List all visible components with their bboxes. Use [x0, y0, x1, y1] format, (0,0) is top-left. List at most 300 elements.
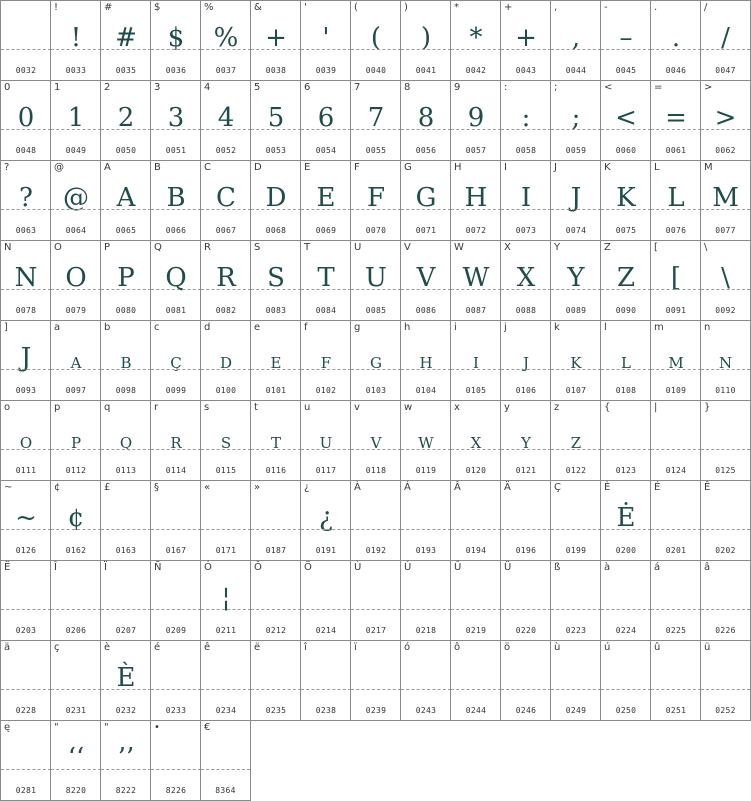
- glyph-sample: P: [70, 434, 82, 452]
- baseline-guide: [251, 369, 301, 370]
- glyph-cell: [50, 480, 101, 561]
- glyph-sample: [651, 578, 701, 618]
- glyph-cell: [600, 240, 651, 321]
- glyph-sample: [701, 658, 750, 698]
- glyph-cell: [100, 0, 151, 81]
- baseline-guide: [51, 209, 101, 210]
- char-code-label: 0224: [615, 626, 637, 635]
- cell-key-label: î: [304, 642, 307, 653]
- baseline-guide: [1, 769, 51, 770]
- baseline-guide: [451, 289, 501, 290]
- glyph-sample: W: [418, 434, 434, 452]
- glyph-sample: T: [270, 434, 281, 452]
- char-code-label: 0038: [265, 66, 287, 75]
- baseline-guide: [201, 689, 251, 690]
- baseline-guide: [551, 689, 601, 690]
- char-code-label: 0115: [215, 466, 237, 475]
- char-code-label: 0209: [165, 626, 187, 635]
- cell-key-label: ä: [4, 642, 11, 653]
- cell-key-label: (: [354, 2, 358, 13]
- glyph-cell: [200, 160, 251, 241]
- cell-key-label: ): [404, 2, 408, 13]
- char-code-label: 0101: [265, 386, 287, 395]
- cell-key-label: e: [254, 322, 261, 333]
- baseline-guide: [301, 209, 351, 210]
- glyph-sample: [701, 578, 750, 618]
- char-code-label: 0090: [615, 306, 637, 315]
- baseline-guide: [451, 609, 501, 610]
- glyph-sample: 0: [17, 103, 35, 133]
- glyph-sample: H: [464, 183, 488, 213]
- glyph-sample: R: [170, 434, 182, 452]
- glyph-sample: 8: [417, 103, 435, 133]
- glyph-sample: [401, 578, 451, 618]
- baseline-guide: [1, 289, 51, 290]
- glyph-sample: @: [63, 183, 89, 213]
- baseline-guide: [451, 529, 501, 530]
- cell-key-label: f: [304, 322, 308, 333]
- char-code-label: 0192: [365, 546, 387, 555]
- char-code-label: 0065: [115, 226, 137, 235]
- char-code-label: 0122: [565, 466, 587, 475]
- glyph-sample: [451, 498, 501, 538]
- char-code-label: 0082: [215, 306, 237, 315]
- glyph-cell: [700, 0, 751, 81]
- glyph-cell: [50, 560, 101, 641]
- baseline-guide: [251, 49, 301, 50]
- glyph-sample: ’’: [117, 743, 135, 773]
- baseline-guide: [701, 289, 750, 290]
- char-code-label: 0214: [315, 626, 337, 635]
- glyph-cell: [200, 320, 251, 401]
- baseline-guide: [101, 769, 151, 770]
- cell-key-label: U: [354, 242, 362, 253]
- char-code-label: 0123: [615, 466, 637, 475]
- cell-key-label: C: [204, 162, 211, 173]
- glyph-sample: ): [420, 23, 432, 53]
- glyph-cell: [600, 560, 651, 641]
- char-code-label: 0087: [465, 306, 487, 315]
- glyph-sample: L: [667, 183, 685, 213]
- glyph-cell: [450, 560, 501, 641]
- glyph-sample: >: [714, 103, 737, 133]
- char-code-label: 0246: [515, 706, 537, 715]
- char-code-label: 0054: [315, 146, 337, 155]
- glyph-cell: [500, 0, 551, 81]
- char-code-label: 0114: [165, 466, 187, 475]
- glyph-cell: [200, 640, 251, 721]
- cell-key-label: ç: [54, 642, 60, 653]
- glyph-sample: 5: [267, 103, 285, 133]
- baseline-guide: [51, 689, 101, 690]
- cell-key-label: >: [704, 82, 713, 93]
- baseline-guide: [301, 689, 351, 690]
- char-code-label: 0063: [15, 226, 37, 235]
- glyph-sample: (: [370, 23, 382, 53]
- char-code-label: 0251: [665, 706, 687, 715]
- baseline-guide: [551, 609, 601, 610]
- char-code-label: 0110: [715, 386, 736, 395]
- glyph-sample: È: [116, 663, 136, 693]
- cell-key-label: Ï: [104, 562, 107, 573]
- glyph-cell: [450, 240, 501, 321]
- cell-key-label: Ê: [704, 482, 711, 493]
- baseline-guide: [401, 689, 451, 690]
- glyph-cell: [650, 320, 701, 401]
- glyph-cell: [700, 320, 751, 401]
- glyph-sample: M: [668, 354, 684, 372]
- glyph-sample: ': [322, 23, 330, 53]
- cell-key-label: b: [104, 322, 111, 333]
- char-code-label: 0046: [665, 66, 687, 75]
- glyph-sample: 4: [217, 103, 235, 133]
- cell-key-label: D: [254, 162, 262, 173]
- glyph-sample: [351, 578, 401, 618]
- glyph-cell: [350, 80, 401, 161]
- glyph-sample: G: [415, 183, 437, 213]
- char-code-label: 8222: [115, 786, 137, 795]
- baseline-guide: [701, 369, 750, 370]
- baseline-guide: [201, 609, 251, 610]
- baseline-guide: [1, 369, 51, 370]
- glyph-sample: A: [116, 183, 136, 213]
- cell-key-label: /: [704, 2, 708, 13]
- char-code-label: 0093: [15, 386, 37, 395]
- baseline-guide: [301, 609, 351, 610]
- baseline-guide: [651, 369, 701, 370]
- glyph-sample: S: [220, 434, 232, 452]
- baseline-guide: [551, 49, 601, 50]
- glyph-cell: [250, 0, 301, 81]
- glyph-sample: 7: [367, 103, 385, 133]
- baseline-guide: [251, 449, 301, 450]
- glyph-sample: Z: [616, 263, 636, 293]
- baseline-guide: [151, 769, 201, 770]
- baseline-guide: [151, 689, 201, 690]
- glyph-cell: [150, 480, 201, 561]
- glyph-sample: 3: [167, 103, 185, 133]
- glyph-sample: [401, 498, 451, 538]
- glyph-sample: [51, 578, 101, 618]
- glyph-sample: :: [521, 103, 531, 133]
- char-code-label: 0078: [15, 306, 37, 315]
- baseline-guide: [101, 689, 151, 690]
- glyph-sample: X: [516, 263, 536, 293]
- char-code-label: 0171: [215, 546, 237, 555]
- glyph-sample: [251, 578, 301, 618]
- glyph-sample: ,: [571, 23, 581, 53]
- char-code-label: 0077: [715, 226, 736, 235]
- cell-key-label: Û: [454, 562, 462, 573]
- cell-key-label: ¢: [54, 482, 61, 493]
- char-code-label: 0112: [65, 466, 87, 475]
- baseline-guide: [701, 49, 750, 50]
- baseline-guide: [651, 609, 701, 610]
- char-code-label: 0070: [365, 226, 387, 235]
- glyph-cell: [200, 560, 251, 641]
- glyph-cell: [0, 720, 51, 801]
- glyph-cell: [700, 480, 751, 561]
- glyph-sample: [1, 578, 51, 618]
- glyph-cell: [200, 720, 251, 801]
- glyph-cell: [700, 640, 751, 721]
- cell-key-label: ú: [604, 642, 611, 653]
- baseline-guide: [601, 209, 651, 210]
- glyph-cell: [150, 160, 201, 241]
- glyph-cell: [400, 0, 451, 81]
- cell-key-label: v: [354, 402, 360, 413]
- glyph-sample: H: [419, 354, 433, 372]
- glyph-cell: [350, 560, 401, 641]
- char-code-label: 8220: [65, 786, 87, 795]
- cell-key-label: T: [304, 242, 311, 253]
- glyph-cell: [300, 240, 351, 321]
- char-code-label: 0163: [115, 546, 137, 555]
- cell-key-label: w: [404, 402, 413, 413]
- char-code-label: 0040: [365, 66, 387, 75]
- glyph-sample: [501, 498, 551, 538]
- char-code-label: 0092: [715, 306, 736, 315]
- glyph-cell: [350, 0, 401, 81]
- cell-key-label: É: [654, 482, 661, 493]
- glyph-cell: [650, 80, 701, 161]
- char-code-label: 0053: [265, 146, 287, 155]
- baseline-guide: [251, 209, 301, 210]
- baseline-guide: [551, 209, 601, 210]
- glyph-sample: [601, 658, 651, 698]
- glyph-sample: [551, 578, 601, 618]
- baseline-guide: [51, 289, 101, 290]
- cell-key-label: I: [504, 162, 507, 173]
- glyph-sample: ¿: [319, 503, 333, 533]
- baseline-guide: [201, 369, 251, 370]
- glyph-cell: [50, 80, 101, 161]
- cell-key-label: Ë: [4, 562, 11, 573]
- cell-key-label: Ú: [404, 562, 412, 573]
- baseline-guide: [1, 529, 51, 530]
- glyph-cell: [450, 320, 501, 401]
- baseline-guide: [501, 449, 551, 450]
- char-code-label: 0083: [265, 306, 287, 315]
- cell-key-label: Ç: [554, 482, 561, 493]
- glyph-cell: [450, 80, 501, 161]
- char-code-label: 0232: [115, 706, 137, 715]
- baseline-guide: [301, 369, 351, 370]
- glyph-cell: [550, 160, 601, 241]
- glyph-sample: *: [469, 23, 483, 53]
- cell-key-label: À: [354, 482, 361, 493]
- glyph-sample: N: [14, 263, 38, 293]
- char-code-label: 0220: [515, 626, 537, 635]
- glyph-sample: J: [570, 183, 582, 213]
- baseline-guide: [701, 209, 750, 210]
- char-code-label: 0199: [565, 546, 587, 555]
- glyph-sample: #: [115, 23, 137, 53]
- cell-key-label: q: [104, 402, 111, 413]
- char-code-label: 0201: [665, 546, 687, 555]
- char-code-label: 0102: [315, 386, 337, 395]
- char-code-label: 0121: [515, 466, 537, 475]
- cell-key-label: â: [704, 562, 711, 573]
- baseline-guide: [1, 689, 51, 690]
- cell-key-label: é: [154, 642, 161, 653]
- cell-key-label: á: [654, 562, 661, 573]
- baseline-guide: [651, 49, 701, 50]
- char-code-label: 0111: [15, 466, 37, 475]
- cell-key-label: .: [654, 2, 658, 13]
- baseline-guide: [51, 49, 101, 50]
- cell-key-label: ï: [354, 642, 357, 653]
- cell-key-label: §: [154, 482, 159, 493]
- glyph-cell: [250, 640, 301, 721]
- char-code-label: 0099: [165, 386, 187, 395]
- baseline-guide: [151, 369, 201, 370]
- char-code-label: 0067: [215, 226, 237, 235]
- cell-key-label: @: [54, 162, 64, 173]
- cell-key-label: Á: [404, 482, 411, 493]
- char-code-label: 0037: [215, 66, 237, 75]
- char-code-label: 0041: [415, 66, 437, 75]
- cell-key-label: A: [104, 162, 111, 173]
- cell-key-label: p: [54, 402, 61, 413]
- glyph-sample: [451, 578, 501, 618]
- baseline-guide: [51, 769, 101, 770]
- baseline-guide: [51, 449, 101, 450]
- cell-key-label: E: [304, 162, 311, 173]
- char-code-label: 0042: [465, 66, 487, 75]
- glyph-sample: Y: [567, 263, 585, 293]
- glyph-sample: U: [319, 434, 333, 452]
- glyph-cell: [100, 240, 151, 321]
- glyph-sample: K: [616, 183, 636, 213]
- cell-key-label: t: [254, 402, 258, 413]
- cell-key-label: L: [654, 162, 660, 173]
- baseline-guide: [601, 289, 651, 290]
- glyph-sample: [701, 423, 750, 463]
- glyph-cell: [650, 400, 701, 481]
- char-code-label: 0059: [565, 146, 587, 155]
- glyph-cell: [200, 80, 251, 161]
- cell-key-label: H: [454, 162, 462, 173]
- baseline-guide: [51, 369, 101, 370]
- baseline-guide: [451, 689, 501, 690]
- char-code-label: 0043: [515, 66, 537, 75]
- glyph-cell: [700, 160, 751, 241]
- char-code-label: 0109: [665, 386, 687, 395]
- glyph-cell: [600, 640, 651, 721]
- glyph-cell: [50, 0, 101, 81]
- cell-key-label: ": [54, 722, 59, 733]
- baseline-guide: [501, 289, 551, 290]
- glyph-cell: [700, 240, 751, 321]
- baseline-guide: [301, 129, 351, 130]
- char-code-label: 0187: [265, 546, 287, 555]
- glyph-cell: [450, 400, 501, 481]
- baseline-guide: [651, 289, 701, 290]
- char-code-label: 0126: [15, 546, 37, 555]
- baseline-guide: [351, 49, 401, 50]
- glyph-sample: D: [265, 183, 287, 213]
- cell-key-label: Q: [154, 242, 162, 253]
- cell-key-label: È: [604, 482, 611, 493]
- cell-key-label: »: [254, 482, 261, 493]
- baseline-guide: [301, 449, 351, 450]
- cell-key-label: <: [604, 82, 613, 93]
- baseline-guide: [601, 529, 651, 530]
- cell-key-label: Ö: [304, 562, 312, 573]
- cell-key-label: $: [154, 2, 161, 13]
- cell-key-label: !: [54, 2, 59, 13]
- cell-key-label: &: [254, 2, 262, 13]
- char-code-label: 0050: [115, 146, 137, 155]
- cell-key-label: ô: [454, 642, 461, 653]
- glyph-cell: [600, 0, 651, 81]
- glyph-cell: [550, 400, 601, 481]
- baseline-guide: [651, 689, 701, 690]
- glyph-sample: I: [473, 354, 479, 372]
- char-code-label: 0200: [615, 546, 637, 555]
- glyph-cell: [500, 400, 551, 481]
- glyph-cell: [400, 560, 451, 641]
- baseline-guide: [501, 49, 551, 50]
- char-code-label: 0119: [415, 466, 437, 475]
- cell-key-label: ę: [4, 722, 11, 733]
- baseline-guide: [401, 209, 451, 210]
- glyph-cell: [600, 400, 651, 481]
- glyph-cell: [400, 320, 451, 401]
- baseline-guide: [501, 209, 551, 210]
- baseline-guide: [451, 49, 501, 50]
- char-code-label: 0281: [15, 786, 37, 795]
- glyph-cell: [200, 480, 251, 561]
- glyph-sample: +: [265, 23, 287, 53]
- char-code-label: 0125: [715, 466, 736, 475]
- cell-key-label: Ü: [504, 562, 512, 573]
- cell-key-label: X: [504, 242, 511, 253]
- cell-key-label: 2: [104, 82, 111, 93]
- glyph-cell: [250, 480, 301, 561]
- char-code-label: 0249: [565, 706, 587, 715]
- glyph-sample: <: [615, 103, 637, 133]
- baseline-guide: [351, 289, 401, 290]
- baseline-guide: [701, 449, 750, 450]
- baseline-guide: [101, 49, 151, 50]
- cell-key-label: K: [604, 162, 611, 173]
- baseline-guide: [351, 529, 401, 530]
- baseline-guide: [401, 449, 451, 450]
- glyph-sample: [151, 658, 201, 698]
- cell-key-label: n: [704, 322, 711, 333]
- cell-key-label: O: [54, 242, 62, 253]
- baseline-guide: [1, 209, 51, 210]
- glyph-cell: [300, 320, 351, 401]
- char-code-label: 0098: [115, 386, 137, 395]
- glyph-cell: [0, 560, 51, 641]
- glyph-sample: Ç: [170, 354, 182, 372]
- glyph-sample: [601, 423, 651, 463]
- glyph-cell: [50, 400, 101, 481]
- glyph-cell: [250, 400, 301, 481]
- glyph-sample: [451, 658, 501, 698]
- glyph-sample: N: [718, 354, 733, 372]
- char-code-label: 0231: [65, 706, 87, 715]
- glyph-cell: [350, 480, 401, 561]
- glyph-cell: [650, 240, 701, 321]
- cell-key-label: :: [504, 82, 508, 93]
- baseline-guide: [651, 209, 701, 210]
- glyph-cell: [500, 240, 551, 321]
- baseline-guide: [501, 129, 551, 130]
